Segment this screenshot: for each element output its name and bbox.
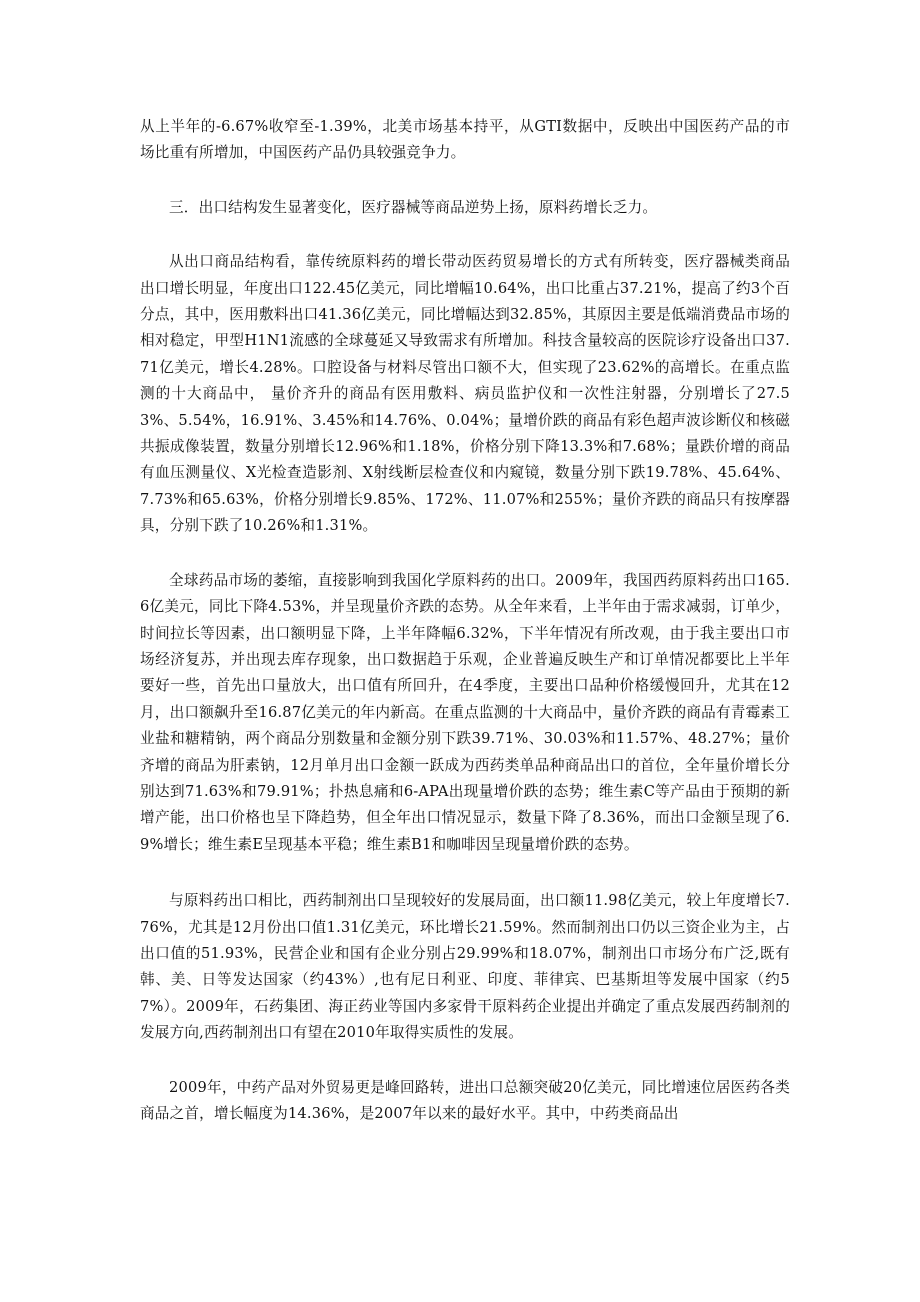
paragraph-raw-materials: 全球药品市场的萎缩，直接影响到我国化学原料药的出口。2009年，我国西药原料药出口165.6亿美元，同比下降4.53%，并呈现量价齐跌的态势。从全年来看，上半年由于需求减弱，订单少，时间拉长等因素，出口额明显下降，上半年降幅6.32%，下半年情况有所改观，由于我主要出口市场经济复苏，并出现去库存现象，出口数据趋于乐观，企业普遍反映生产和订单情况都要比上半年要好一些，首先出口量放大，出口值有所回升，在4季度，主要出口品种价格缓慢回升，尤其在12月，出口额飙升至16.87亿美元的年内新高。在重点监测的十大商品中，量价齐跌的商品有青霉素工业盐和糖精钠，两个商品分别数量和金额分别下跌39.71%、30.03%和11.57%、48.27%；量价齐增的商品为肝素钠，12月单月出口金额一跃成为西药类单品种商品出口的首位，全年量价增长分别达到71.63%和79.91%；扑热息痛和6-APA出现量增价跌的态势；维生素C等产品由于预期的新增产能，出口价格也呈下降趋势，但全年出口情况显示，数量下降了8.36%，而出口金额呈现了6.9%增长；维生素E呈现基本平稳；维生素B1和咖啡因呈现量增价跌的态势。	[140, 571, 790, 853]
section-heading-export-structure: 三．出口结构发生显著变化，医疗器械等商品逆势上扬，原料药增长乏力。	[169, 198, 658, 216]
document-page	[140, 114, 790, 1127]
paragraph-market-share: 从上半年的-6.67%收窄至-1.39%，北美市场基本持平，从GTI数据中，反映出中国医药产品的市场比重有所增加，中国医药产品仍具较强竞争力。	[140, 118, 790, 162]
paragraph-tcm-trade: 2009年，中药产品对外贸易更是峰回路转，进出口总额突破20亿美元，同比增速位居医药各类商品之首，增长幅度为14.36%，是2007年以来的最好水平。其中，中药类商品出	[140, 1078, 790, 1122]
paragraph-preparations: 与原料药出口相比，西药制剂出口呈现较好的发展局面，出口额11.98亿美元，较上年度增长7.76%，尤其是12月份出口值1.31亿美元，环比增长21.59%。然而制剂出口仍以三资企业为主，占出口值的51.93%，民营企业和国有企业分别占29.99%和18.07%，制剂出口市场分布广泛,既有韩、美、日等发达国家（约43%）,也有尼日利亚、印度、菲律宾、巴基斯坦等发展中国家（约57%）。2009年，石药集团、海正药业等国内多家骨干原料药企业提出并确定了重点发展西药制剂的发展方向,西药制剂出口有望在2010年取得实质性的发展。	[140, 892, 790, 1042]
paragraph-medical-devices: 从出口商品结构看，靠传统原料药的增长带动医药贸易增长的方式有所转变，医疗器械类商品出口增长明显，年度出口122.45亿美元，同比增幅10.64%，出口比重占37.21%，提高了约3个百分点，其中，医用敷料出口41.36亿美元，同比增幅达到32.85%，其原因主要是低端消费品市场的相对稳定，甲型H1N1流感的全球蔓延又导致需求有所增加。科技含量较高的医院诊疗设备出口37.71亿美元，增长4.28%。口腔设备与材料尽管出口额不大，但实现了23.62%的高增长。在重点监测的十大商品中， 量价齐升的商品有医用敷料、病员监护仪和一次性注射器，分别增长了27.53%、5.54%，16.91%、3.45%和14.76%、0.04%；量增价跌的商品有彩色超声波诊断仪和核磁共振成像装置，数量分别增长12.96%和1.18%，价格分别下降13.3%和7.68%；量跌价增的商品有血压测量仪、X光检查造影剂、X射线断层检查仪和内窥镜，数量分别下跌19.78%、45.64%、7.73%和65.63%，价格分别增长9.85%、172%、11.07%和255%；量价齐跌的商品只有按摩器具，分别下跌了10.26%和1.31%。	[140, 253, 790, 535]
